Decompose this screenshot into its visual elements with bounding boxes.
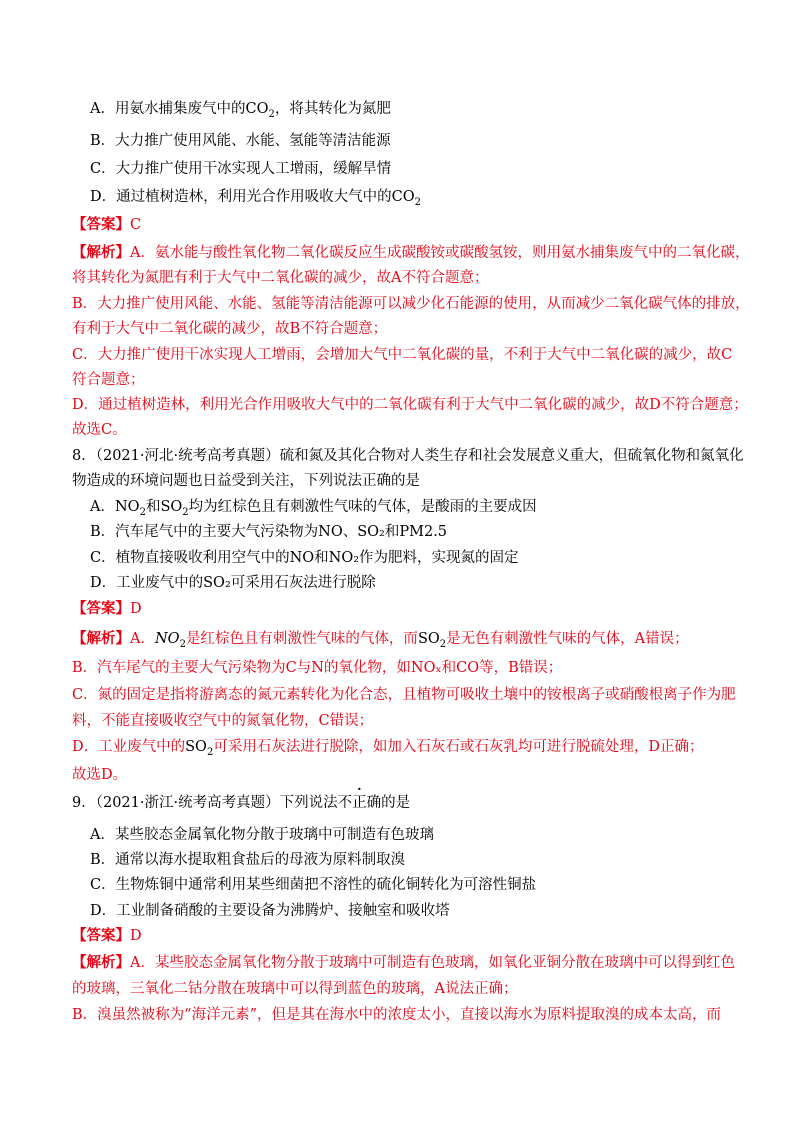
q8-analysis-line: D．工业废气中的$SO_2$可采用石灰法进行脱除，如加入石灰石或石灰乳均可进行脱硫处理，D正确； <box>72 739 704 758</box>
q7-analysis-line: B．大力推广使用风能、水能、氢能等清洁能源可以减少化石能源的使用，从而减少二氧化碳气体的排放， <box>72 296 750 312</box>
emphasis-text: 不正确 <box>337 795 382 811</box>
q8-analysis-line: B．汽车尾气的主要大气污染物为C与N的氧化物，如NOₓ和CO等，B错误； <box>72 660 563 676</box>
q8-stem-line: 物造成的环境问题也日益受到关注，下列说法正确的是 <box>72 473 420 489</box>
answer-label: 【答案】 <box>72 600 130 617</box>
q7-analysis-line: 有利于大气中二氧化碳的减少，故B不符合题意； <box>72 321 388 337</box>
q7-option-a: A．用氨水捕集废气中的$CO_2$，将其转化为氮肥 <box>90 101 391 120</box>
q9-option-d: D．工业制备硝酸的主要设备为沸腾炉、接触室和吸收塔 <box>90 903 450 919</box>
q9-stem: 9．（2021·浙江·统考高考真题）下列说法不正确的是 <box>72 795 411 811</box>
q7-analysis-line: 符合题意； <box>72 372 145 388</box>
q8-option-c: C．植物直接吸收利用空气中的NO和NO₂作为肥料，实现氮的固定 <box>90 550 519 566</box>
q8-option-b: B．汽车尾气中的主要大气污染物为NO、SO₂和PM2.5 <box>90 524 448 540</box>
q8-option-d: D．工业废气中的SO₂可采用石灰法进行脱除 <box>90 575 376 591</box>
q9-analysis-line: 的玻璃，三氧化二钴分散在玻璃中可以得到蓝色的玻璃，A说法正确； <box>72 981 518 997</box>
answer-value: C <box>130 217 142 233</box>
q7-answer <box>72 215 141 235</box>
answer-label: 【答案】 <box>72 216 130 233</box>
q8-analysis-line: 【解析】A．$NO_2$是红棕色且有刺激性气味的气体，而$SO_2$是无色有刺激性气味的气体，A错误； <box>72 630 689 650</box>
answer-value: D <box>130 928 142 944</box>
q8-stem-line: 8．（2021·河北·统考高考真题）硫和氮及其化合物对人类生存和社会发展意义重大，但硫氧化物和氮氧化 <box>72 448 744 464</box>
q8-analysis-line: C．氮的固定是指将游离态的氮元素转化为化合态，且植物可吸收土壤中的铵根离子或硝酸根离子作为肥 <box>72 687 736 703</box>
answer-label: 【答案】 <box>72 927 130 944</box>
q7-analysis-line: 将其转化为氮肥有利于大气中二氧化碳的减少，故A不符合题意； <box>72 270 489 286</box>
q8-analysis-line: 料，不能直接吸收空气中的氮氧化物，C错误； <box>72 713 374 729</box>
q7-analysis-line: D．通过植树造林，利用光合作用吸收大气中的二氧化碳有利于大气中二氧化碳的减少，故D不符合题意； <box>72 397 748 413</box>
answer-value: D <box>130 601 142 617</box>
q7-conclusion: 故选C。 <box>72 422 127 438</box>
q9-analysis-line: 【解析】A．某些胶态金属氧化物分散于玻璃中可制造有色玻璃，如氧化亚铜分散在玻璃中可以得到红色 <box>72 954 735 971</box>
q8-conclusion: 故选D。 <box>72 767 128 783</box>
q9-analysis-line: B．溴虽然被称为“海洋元素”，但是其在海水中的浓度太小，直接以海水为原料提取溴的成本太高，而 <box>72 1007 721 1023</box>
q7-option-b: B．大力推广使用风能、水能、氢能等清洁能源 <box>90 133 391 149</box>
q7-analysis-line: C．大力推广使用干冰实现人工增雨，会增加大气中二氧化碳的量，不利于大气中二氧化碳的减少，故C <box>72 347 733 363</box>
q7-analysis-line: 【解析】A．氨水能与酸性氧化物二氧化碳反应生成碳酸铵或碳酸氢铵，则用氨水捕集废气中的二氧化碳， <box>72 244 750 261</box>
q8-option-a: A．$NO_2$和$SO_2$均为红棕色且有刺激性气味的气体，是酸雨的主要成因 <box>90 499 537 518</box>
q9-option-a: A．某些胶态金属氧化物分散于玻璃中可制造有色玻璃 <box>90 827 434 843</box>
q7-option-d: D．通过植树造林，利用光合作用吸收大气中的$CO_2$ <box>90 189 421 208</box>
q9-answer <box>72 926 142 946</box>
q9-option-c: C．生物炼铜中通常利用某些细菌把不溶性的硫化铜转化为可溶性铜盐 <box>90 877 537 893</box>
q8-answer <box>72 599 142 619</box>
q7-option-c: C．大力推广使用干冰实现人工增雨，缓解旱情 <box>90 161 392 177</box>
q9-option-b: B．通常以海水提取粗食盐后的母液为原料制取溴 <box>90 852 406 868</box>
